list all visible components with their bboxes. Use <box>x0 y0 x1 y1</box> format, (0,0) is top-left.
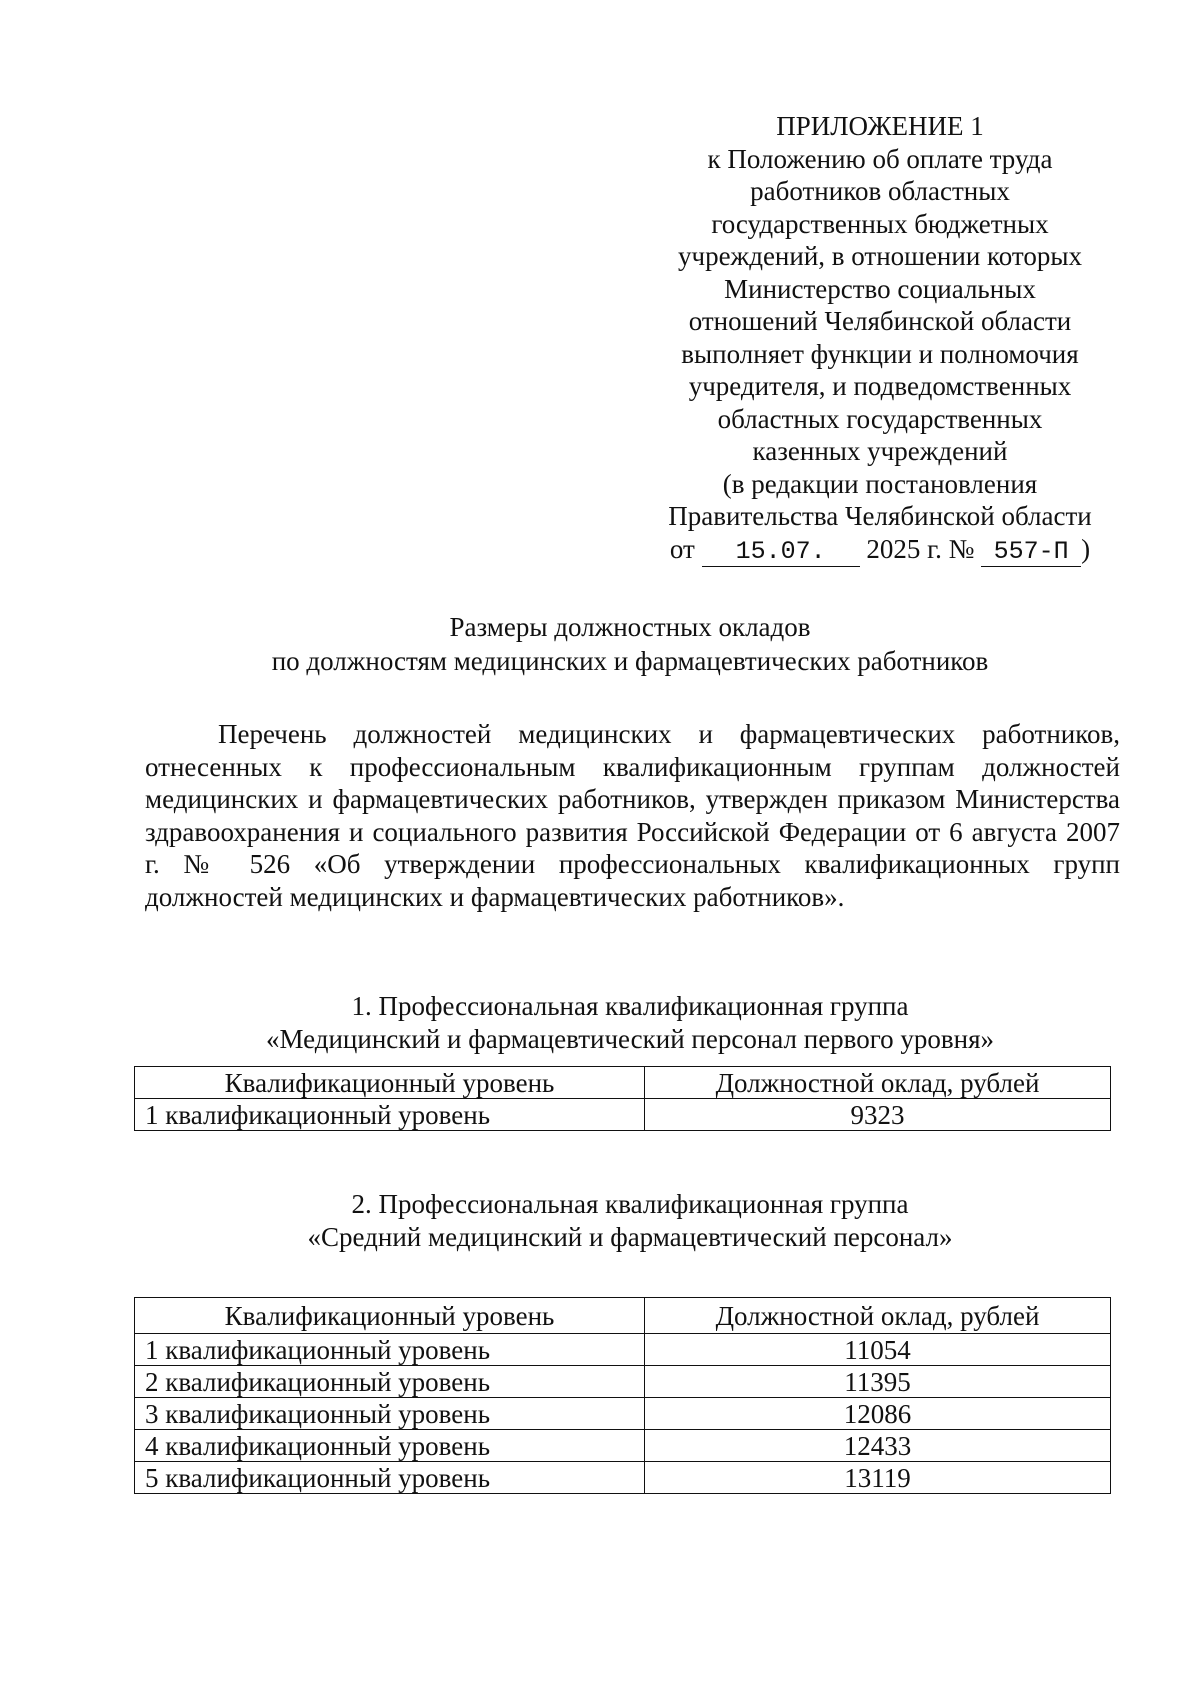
table-row <box>135 1430 1111 1462</box>
level-cell: 2 квалификационный уровень <box>135 1366 645 1398</box>
ref-date: 15.07. <box>702 538 860 567</box>
level-cell: 1 квалификационный уровень <box>135 1099 645 1131</box>
appendix-line: учреждений, в отношении которых <box>677 241 1083 271</box>
appendix-line: Правительства Челябинской области <box>668 501 1092 531</box>
ref-number: 557-П <box>981 538 1081 567</box>
salary-cell: 9323 <box>645 1099 1111 1131</box>
table-header-row <box>135 1067 1111 1099</box>
appendix-header <box>640 110 1120 567</box>
table-header-row <box>135 1298 1111 1334</box>
table-row <box>135 1462 1111 1494</box>
document-title-line: Размеры должностных окладов <box>449 612 811 642</box>
group-title-line: «Средний медицинский и фармацевтический персонал» <box>307 1222 953 1252</box>
appendix-line: отношений Челябинской области <box>688 306 1072 336</box>
level-cell: 4 квалификационный уровень <box>135 1430 645 1462</box>
salary-cell: 11054 <box>645 1334 1111 1366</box>
salary-cell: 12433 <box>645 1430 1111 1462</box>
appendix-title: ПРИЛОЖЕНИЕ 1 <box>776 111 984 141</box>
document-title <box>130 610 1130 678</box>
salary-cell: 11395 <box>645 1366 1111 1398</box>
table-row <box>135 1334 1111 1366</box>
table-row <box>135 1099 1111 1131</box>
appendix-line: выполняет функции и полномочия <box>681 338 1079 369</box>
ref-close: ) <box>1081 533 1091 564</box>
level-cell: 3 квалификационный уровень <box>135 1398 645 1430</box>
level-cell: 5 квалификационный уровень <box>135 1462 645 1494</box>
appendix-line: государственных бюджетных <box>711 208 1049 239</box>
group-1-table <box>134 1066 1111 1131</box>
column-header-salary: Должностной оклад, рублей <box>645 1298 1111 1334</box>
document-title-line: по должностям медицинских и фармацевтических работников <box>271 646 989 676</box>
appendix-line: (в редакции постановления <box>722 468 1038 499</box>
appendix-line: казенных учреждений <box>752 436 1008 466</box>
ref-year: 2025 г. № <box>866 533 975 564</box>
resolution-reference <box>670 533 1090 567</box>
intro-paragraph: Перечень должностей медицинских и фармацевтических работников, отнесенных к профессиональным квалификационным группам должностей медицинских и фармацевтических работников, утвержден приказом Министерства здравоохранения и социального развития Российской Федерации от 6 августа 2007 г. № 526 «Об утверждении профессиональных квалификационных групп должностей медицинских и фармацевтических работников». <box>145 719 1120 912</box>
group-title-line: 1. Профессиональная квалификационная группа <box>351 991 909 1021</box>
appendix-line: учредителя, и подведомственных <box>688 371 1072 401</box>
group-2-title <box>130 1188 1130 1254</box>
column-header-level: Квалификационный уровень <box>135 1067 645 1099</box>
column-header-level: Квалификационный уровень <box>135 1298 645 1334</box>
level-cell: 1 квалификационный уровень <box>135 1334 645 1366</box>
salary-cell: 12086 <box>645 1398 1111 1430</box>
group-2-table <box>134 1297 1111 1494</box>
appendix-line: Министерство социальных <box>724 273 1036 304</box>
group-title-line: 2. Профессиональная квалификационная группа <box>351 1189 909 1219</box>
group-1-title <box>130 990 1130 1056</box>
table-row <box>135 1398 1111 1430</box>
salary-cell: 13119 <box>645 1462 1111 1494</box>
appendix-line: работников областных <box>750 176 1010 206</box>
table-row <box>135 1366 1111 1398</box>
appendix-line: областных государственных <box>717 403 1043 434</box>
appendix-line: к Положению об оплате труда <box>707 143 1053 174</box>
ref-prefix: от <box>669 533 695 564</box>
column-header-salary: Должностной оклад, рублей <box>645 1067 1111 1099</box>
group-title-line: «Медицинский и фармацевтический персонал первого уровня» <box>265 1024 995 1054</box>
